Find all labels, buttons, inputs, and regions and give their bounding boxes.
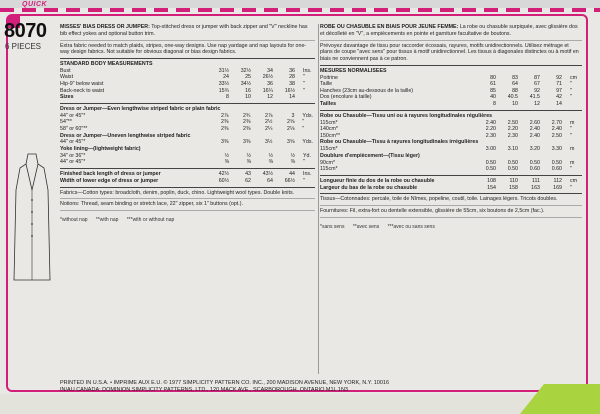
- table-cell: 44" or 45"*: [60, 139, 86, 146]
- table-cell: 44" or 45"*: [60, 159, 86, 166]
- table-cell: 140cm*: [320, 126, 338, 133]
- text: ***avec ou sans sens: [387, 223, 435, 230]
- en-finished-table: [60, 171, 315, 185]
- fr-yardage2-table: [320, 146, 582, 153]
- fr-fabrics: Tissus—Cotonnades: percale, toile de Nîmes, popeline, coutil, toile. Lainages légers. Tricots doubles.: [320, 196, 558, 203]
- table-cell: 150cm**: [320, 132, 341, 139]
- footer-line-2: IN/AU CANADA: DOMINION SIMPLICITY PATTERNS, LTD., 120 MACK AVE., SCARBOROUGH, ONTARIO M1L 1N3: [60, 387, 348, 394]
- table-cell: 115cm*: [320, 146, 338, 153]
- table-cell: 36: [289, 67, 295, 74]
- table-cell: 38: [289, 81, 295, 88]
- table-cell: 67: [534, 81, 540, 88]
- en-description: Top-stitched dress or jumper with back zipper and "V" neckline has bib effect yokes and optional button trim.: [60, 24, 308, 37]
- table-cell: 14: [289, 94, 295, 101]
- table-cell: ": [570, 132, 572, 139]
- en-yardage1-table: [60, 113, 315, 133]
- table-cell: 2.30: [485, 132, 496, 139]
- table-cell: 0.50: [485, 159, 496, 166]
- table-cell: 154: [487, 184, 496, 191]
- table-row: [320, 185, 582, 192]
- table-cell: 92: [534, 87, 540, 94]
- table-cell: 90cm*: [320, 159, 336, 166]
- table-cell: 33½: [218, 81, 229, 88]
- table-cell: 10: [512, 101, 518, 108]
- table-cell: 2⅜: [243, 126, 251, 133]
- table-row: [60, 159, 315, 166]
- table-cell: 24: [223, 74, 229, 81]
- table-row: [320, 166, 582, 173]
- table-cell: 169: [553, 184, 562, 191]
- table-cell: 61: [490, 81, 496, 88]
- table-cell: 2⅜: [243, 119, 251, 126]
- table-cell: 87: [534, 74, 540, 81]
- table-row: [60, 171, 315, 178]
- table-cell: 34: [267, 67, 273, 74]
- table-row: [60, 68, 315, 75]
- table-cell: 3⅝: [287, 139, 295, 146]
- table-cell: ": [570, 166, 572, 173]
- table-cell: Largeur du bas de la robe ou chasuble: [320, 184, 418, 191]
- table-cell: ": [570, 184, 572, 191]
- table-cell: Yds.: [302, 139, 313, 146]
- pink-dashed-stripe: [0, 8, 600, 12]
- text: ***with or without nap: [126, 217, 175, 224]
- table-cell: 3: [291, 112, 295, 119]
- en-yardage2-table: [60, 139, 315, 146]
- table-cell: 34" or 36"*: [60, 152, 86, 159]
- table-cell: ": [303, 87, 305, 94]
- en-body-table: [60, 68, 315, 101]
- table-cell: 2.50: [507, 119, 518, 126]
- table-cell: 3.00: [485, 146, 496, 153]
- table-cell: 2⅜: [221, 119, 229, 126]
- en-legend: [60, 217, 315, 223]
- table-cell: 2.40: [485, 119, 496, 126]
- table-cell: 80: [490, 74, 496, 81]
- fr-fabric-note: Prévoyez davantage de tissu pour raccorder écossais, rayures, motifs unidirectionnels. Utilisez métrage et plans de coupe "avec sens" pour tissus à motif unidirectionnel. Les tissus à diagonales distinctes ou à motif en biais ne conviennent pas à ce patron.: [320, 42, 579, 63]
- table-cell: 88: [512, 87, 518, 94]
- table-cell: 60½: [218, 177, 229, 184]
- table-cell: Finished back length of dress or jumper: [60, 170, 161, 177]
- table-cell: 3.20: [529, 146, 540, 153]
- french-column: [320, 24, 582, 230]
- table-cell: 158: [509, 184, 518, 191]
- table-row: [320, 126, 582, 133]
- table-cell: 111: [531, 177, 540, 184]
- table-cell: 2⅜: [221, 126, 229, 133]
- table-cell: ": [570, 126, 572, 133]
- table-row: [60, 81, 315, 88]
- table-cell: 2.20: [507, 126, 518, 133]
- table-cell: 3⅜: [243, 139, 251, 146]
- table-cell: 3.10: [507, 146, 518, 153]
- table-cell: 2¼: [265, 126, 273, 133]
- table-cell: 2⅞: [221, 112, 229, 119]
- table-cell: Ins.: [303, 171, 312, 178]
- table-cell: 32½: [240, 67, 251, 74]
- table-cell: 15¾: [218, 87, 229, 94]
- fr-yoke-header: Doublure d'empiècement—(Tissu léger): [320, 152, 420, 159]
- table-row: [60, 113, 315, 120]
- table-cell: ⅜: [290, 159, 295, 166]
- table-row: [320, 146, 582, 153]
- table-cell: 83: [512, 74, 518, 81]
- table-cell: Tailles: [320, 101, 337, 108]
- pieces-count: 6 PIECES: [5, 42, 42, 51]
- table-cell: 2⅛: [287, 126, 295, 133]
- table-cell: 97: [556, 87, 562, 94]
- table-cell: [564, 101, 582, 108]
- table-cell: 0.50: [507, 166, 518, 173]
- table-cell: 2½: [265, 119, 273, 126]
- table-row: [320, 120, 582, 127]
- en-notions: Notions: Thread, seam binding or stretch lace, 22" zipper, six 1" buttons (opt.).: [60, 201, 243, 208]
- fr-finished-table: [320, 178, 582, 192]
- table-cell: ": [303, 177, 305, 184]
- table-row: [320, 133, 582, 140]
- table-cell: 16½: [284, 87, 295, 94]
- table-cell: 8: [493, 101, 496, 108]
- fr-yardage1-table: [320, 120, 582, 140]
- table-cell: 16¼: [262, 87, 273, 94]
- table-cell: Hip-9" below waist: [60, 81, 104, 88]
- table-cell: 3⅜: [221, 139, 229, 146]
- en-yoke-table: [60, 153, 315, 166]
- table-cell: ": [303, 81, 305, 88]
- table-cell: 12: [267, 94, 273, 101]
- table-cell: [297, 94, 315, 101]
- table-cell: 40: [490, 94, 496, 101]
- fr-body-table: [320, 75, 582, 108]
- en-fabric-note: Extra fabric needed to match plaids, stripes, one-way designs. Use nap yardage and nap layouts for one-way design fabrics. Not suitable for obvious diagonal or bias design fabrics.: [60, 42, 307, 56]
- table-row: [60, 153, 315, 160]
- quick-label: QUICK: [22, 1, 48, 8]
- table-cell: Dos (encolure à taille): [320, 94, 372, 101]
- table-row: [320, 88, 582, 95]
- table-cell: 42: [556, 94, 562, 101]
- footer-line-1: PRINTED IN U.S.A. • IMPRIME AUX E.U. © 1977 SIMPLICITY PATTERN CO. INC., 200 MADISON AVENUE, NEW YORK, N.Y. 10016: [60, 380, 390, 386]
- table-cell: 2.60: [529, 119, 540, 126]
- table-cell: ½: [268, 152, 273, 159]
- en-body-header: STANDARD BODY MEASUREMENTS: [60, 61, 153, 68]
- table-cell: ": [570, 81, 572, 88]
- fr-yardage1-header: Robe ou Chasuble—Tissu uni ou à rayures longitudinales régulières: [320, 112, 493, 119]
- table-row: [60, 126, 315, 133]
- table-cell: 64: [512, 81, 518, 88]
- table-cell: 43: [245, 171, 251, 178]
- table-cell: 40.5: [507, 94, 518, 101]
- table-cell: Back-neck to waist: [60, 87, 105, 94]
- table-cell: 2.70: [551, 119, 562, 126]
- table-cell: 2⅞: [265, 112, 273, 119]
- table-row: [60, 94, 315, 101]
- table-cell: Yds.: [302, 112, 313, 119]
- table-cell: Sizes: [60, 94, 74, 101]
- fr-description: La robe ou chasuble surpiquée, avec glissière dos et décolleté en "V", a empiècements en pointe et garniture facultative de boutons.: [320, 24, 578, 37]
- table-cell: 25: [245, 74, 251, 81]
- table-cell: 10: [245, 94, 251, 101]
- table-cell: 2.20: [485, 126, 496, 133]
- table-cell: 0.50: [507, 159, 518, 166]
- table-cell: 0.50: [551, 159, 562, 166]
- table-cell: ": [570, 94, 572, 101]
- table-cell: ": [303, 74, 305, 81]
- table-cell: 42½: [218, 171, 229, 178]
- table-row: [320, 101, 582, 108]
- table-cell: 8: [226, 94, 229, 101]
- table-cell: Longueur finie du dos de la robe ou chasuble: [320, 177, 435, 184]
- table-cell: Taille: [320, 81, 333, 88]
- table-cell: 112: [553, 177, 562, 184]
- text: *without nap: [60, 217, 88, 224]
- table-cell: 44: [289, 171, 295, 178]
- table-row: [320, 178, 582, 185]
- fr-title: ROBE OU CHASUBLE EN BIAIS POUR JEUNE FEMME:: [320, 24, 459, 30]
- table-cell: 0.60: [529, 166, 540, 173]
- table-cell: m: [570, 146, 575, 153]
- table-cell: 2.40: [529, 126, 540, 133]
- table-cell: 34½: [240, 81, 251, 88]
- table-row: [320, 160, 582, 167]
- table-cell: ": [302, 119, 305, 126]
- table-cell: 110: [509, 177, 518, 184]
- table-cell: 28: [289, 74, 295, 81]
- table-row: [320, 75, 582, 82]
- table-cell: Width of lower edge of dress or jumper: [60, 177, 159, 184]
- table-cell: 64: [267, 177, 273, 184]
- en-yoke-header: Yoke lining—(lightweight fabric): [60, 146, 141, 152]
- dress-sketch-icon: [8, 150, 56, 290]
- table-row: [60, 178, 315, 185]
- fr-yoke-table: [320, 160, 582, 173]
- table-row: [60, 119, 315, 126]
- table-cell: 44" or 45"*: [60, 112, 86, 119]
- fr-yardage2-header: Robe ou Chasuble—Tissu à rayures longitudinales irrégulières: [320, 139, 479, 146]
- table-cell: 12: [534, 101, 540, 108]
- table-cell: 31½: [218, 67, 229, 74]
- table-cell: 62: [245, 177, 251, 184]
- table-cell: 115cm*: [320, 119, 338, 126]
- table-cell: 41.5: [529, 94, 540, 101]
- table-cell: 2.50: [551, 132, 562, 139]
- table-cell: 3.30: [551, 146, 562, 153]
- table-cell: cm: [570, 74, 578, 81]
- table-cell: 66½: [284, 177, 295, 184]
- table-row: [60, 88, 315, 95]
- table-cell: Yd.: [303, 152, 311, 159]
- table-cell: 0.50: [485, 166, 496, 173]
- table-cell: ½: [224, 152, 229, 159]
- table-cell: ½: [246, 152, 251, 159]
- printing-credits: [60, 380, 389, 394]
- table-cell: cm: [570, 177, 578, 184]
- table-row: [60, 74, 315, 81]
- table-cell: 115cm*: [320, 166, 338, 173]
- table-cell: 85: [490, 87, 496, 94]
- en-yardage1-header: Dress or Jumper—Even lengthwise striped fabric or plain fabric: [60, 106, 221, 113]
- table-row: [60, 139, 315, 146]
- table-cell: 163: [531, 184, 540, 191]
- table-cell: Poitrine: [320, 74, 338, 81]
- en-yardage2-header: Dress or Jumper—Uneven lengthwise striped fabric: [60, 132, 191, 139]
- table-cell: 36: [267, 81, 273, 88]
- table-cell: ⅜: [268, 159, 273, 166]
- table-cell: 92: [556, 74, 562, 81]
- pattern-number: 8070: [4, 20, 47, 42]
- table-cell: 43½: [262, 171, 273, 178]
- table-cell: Bust: [60, 67, 71, 74]
- column-divider: [318, 24, 319, 374]
- table-row: [320, 81, 582, 88]
- table-cell: 0.60: [551, 166, 562, 173]
- table-cell: 54"**: [60, 119, 72, 126]
- table-cell: ½: [290, 152, 295, 159]
- table-cell: 108: [487, 177, 496, 184]
- table-cell: Waist: [60, 74, 74, 81]
- table-cell: 16: [245, 87, 251, 94]
- en-fabrics: Fabrics—Cotton types: broadcloth, denim, poplin, duck, chino. Lightweight wool types. Double knits.: [60, 189, 295, 196]
- table-row: [320, 94, 582, 101]
- table-cell: ": [303, 159, 305, 166]
- table-cell: 58" or 60"**: [60, 126, 88, 133]
- fr-legend: [320, 224, 582, 230]
- en-title: MISSES' BIAS DRESS OR JUMPER:: [60, 24, 150, 30]
- table-cell: ": [570, 87, 572, 94]
- table-cell: 2¾: [243, 112, 251, 119]
- text: **avec sens: [352, 223, 380, 230]
- text: *sans sens: [320, 223, 345, 230]
- fr-body-header: MESURES NORMALISEES: [320, 67, 387, 74]
- table-cell: 0.50: [529, 159, 540, 166]
- table-cell: Ins.: [303, 67, 312, 74]
- table-cell: m: [570, 159, 575, 166]
- table-cell: ⅜: [246, 159, 251, 166]
- english-column: [60, 24, 315, 223]
- table-cell: 26½: [262, 74, 273, 81]
- table-cell: 3½: [265, 139, 273, 146]
- table-cell: ⅜: [224, 159, 229, 166]
- table-cell: 2.40: [529, 132, 540, 139]
- table-cell: 2.40: [551, 126, 562, 133]
- table-cell: ": [302, 126, 305, 133]
- text: **with nap: [95, 217, 119, 224]
- fr-notions: Fournitures: Fil, extra-fort ou dentelle extensible, glissière de 55cm, six boutons de 2,5cm (fac.).: [320, 208, 545, 215]
- table-cell: 14: [556, 101, 562, 108]
- table-cell: 2.30: [507, 132, 518, 139]
- table-cell: 71: [556, 81, 562, 88]
- table-cell: 2⅝: [287, 119, 295, 126]
- table-cell: m: [570, 119, 575, 126]
- bottom-strip: [0, 394, 600, 414]
- table-cell: Hanches (23cm au-dessous de la taille): [320, 87, 414, 94]
